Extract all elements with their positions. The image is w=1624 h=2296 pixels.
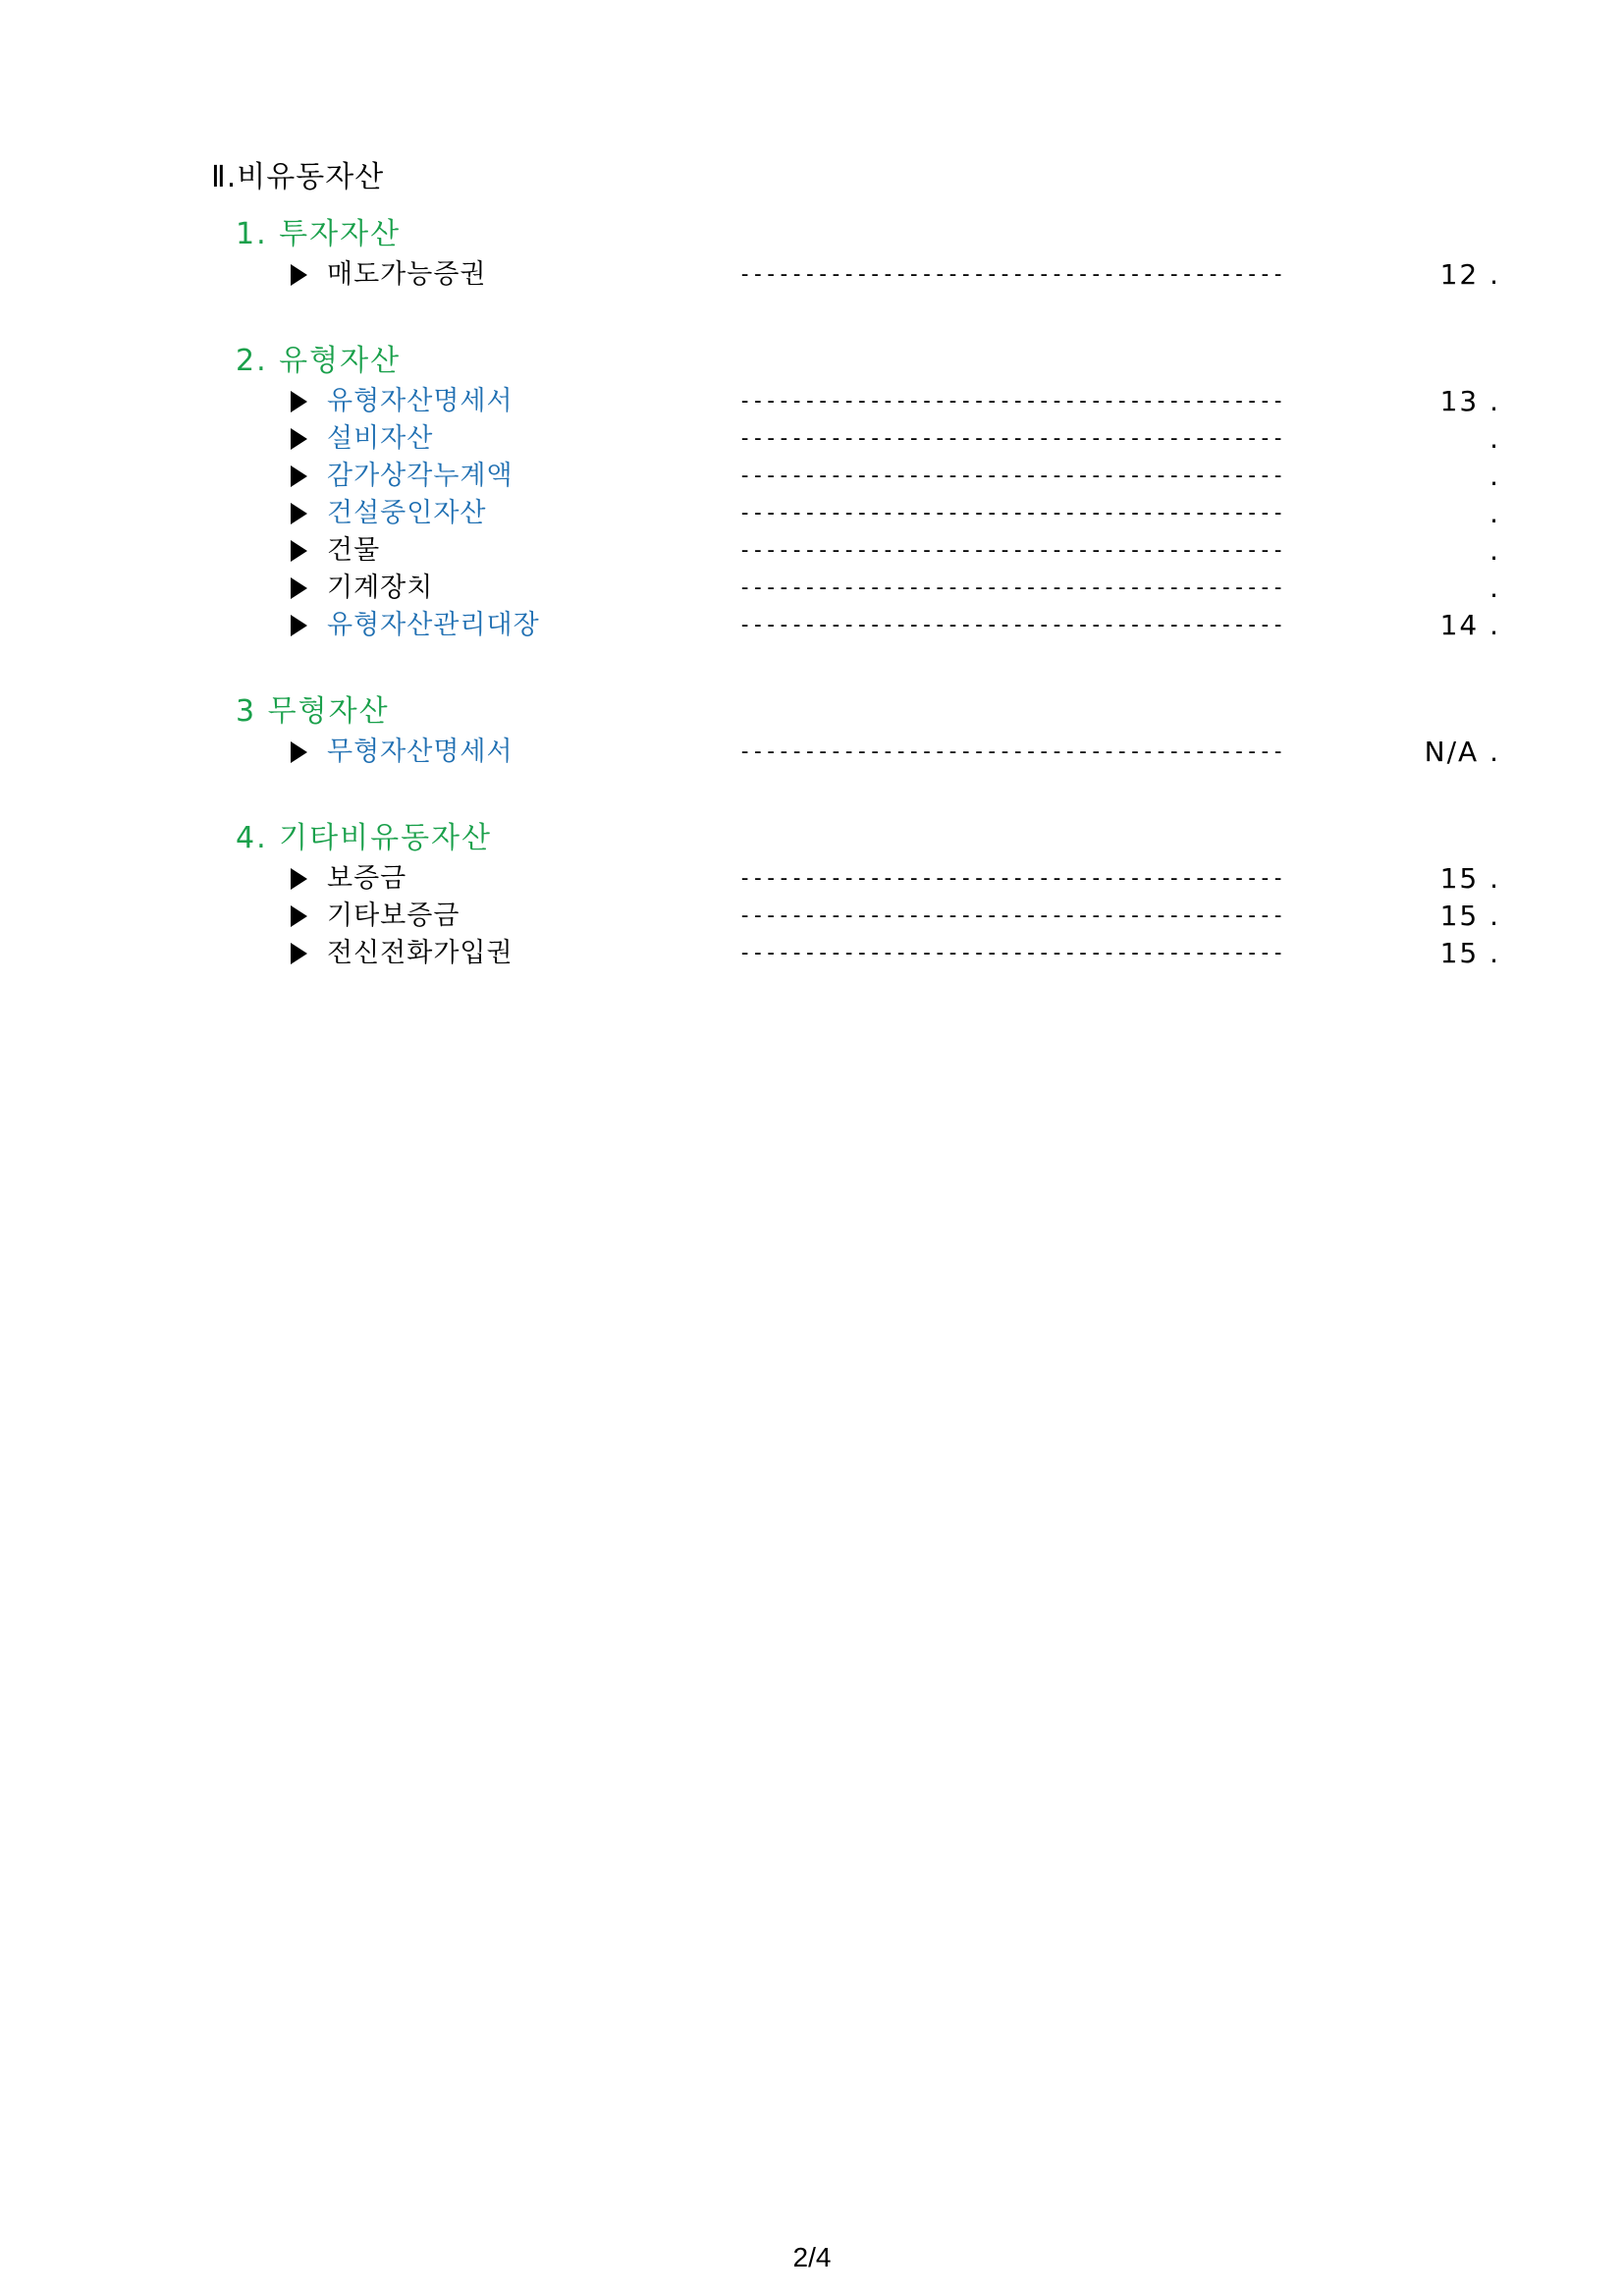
page-ref: . bbox=[1489, 534, 1500, 567]
entry-label: 매도가능증권 bbox=[327, 259, 487, 290]
entry-label: 건설중인자산 bbox=[327, 498, 487, 528]
toc-entry[interactable] bbox=[0, 256, 1624, 294]
leader-dashes: ------------------------------------------ bbox=[738, 613, 1285, 637]
leader-dashes: ------------------------------------------ bbox=[738, 389, 1285, 413]
entry-label: 보증금 bbox=[327, 863, 407, 894]
section-heading: 3 무형자산 bbox=[236, 694, 390, 729]
triangle-right-icon bbox=[291, 428, 307, 450]
page-ref: . bbox=[1489, 422, 1500, 455]
leader-dashes: ------------------------------------------ bbox=[738, 464, 1285, 488]
leader-dashes: ------------------------------------------ bbox=[738, 941, 1285, 965]
entry-label: 감가상각누계액 bbox=[327, 461, 514, 491]
triangle-right-icon bbox=[291, 540, 307, 562]
page-ref: . bbox=[1489, 460, 1500, 492]
triangle-right-icon bbox=[291, 615, 307, 636]
entry-label: 유형자산명세서 bbox=[327, 386, 514, 416]
triangle-right-icon bbox=[291, 391, 307, 412]
leader-dashes: ------------------------------------------ bbox=[738, 739, 1285, 764]
toc-entry[interactable] bbox=[0, 383, 1624, 420]
page-ref: 12 . bbox=[1439, 258, 1500, 291]
triangle-right-icon bbox=[291, 264, 307, 286]
leader-dashes: ------------------------------------------ bbox=[738, 262, 1285, 287]
entry-label: 전신전화가입권 bbox=[327, 938, 514, 968]
leader-dashes: ------------------------------------------ bbox=[738, 903, 1285, 928]
toc-entry[interactable] bbox=[0, 935, 1624, 972]
page-ref: 15 . bbox=[1439, 862, 1500, 895]
entry-label: 건물 bbox=[327, 535, 381, 566]
triangle-right-icon bbox=[291, 465, 307, 487]
toc-entry[interactable] bbox=[0, 495, 1624, 532]
entry-label: 유형자산관리대장 bbox=[327, 610, 540, 640]
page-title: Ⅱ.비유동자산 bbox=[211, 160, 385, 194]
leader-dashes: ------------------------------------------ bbox=[738, 538, 1285, 563]
toc-entry[interactable] bbox=[0, 860, 1624, 898]
page-ref: . bbox=[1489, 497, 1500, 529]
leader-dashes: ------------------------------------------ bbox=[738, 426, 1285, 451]
page-ref: 14 . bbox=[1439, 609, 1500, 641]
toc-entry[interactable] bbox=[0, 420, 1624, 458]
toc-entry[interactable] bbox=[0, 898, 1624, 935]
section-heading: 1. 투자자산 bbox=[236, 217, 402, 251]
triangle-right-icon bbox=[291, 503, 307, 524]
page-ref: N/A . bbox=[1424, 736, 1500, 768]
section-heading: 2. 유형자산 bbox=[236, 344, 402, 378]
toc-entry[interactable] bbox=[0, 607, 1624, 644]
toc-entry[interactable] bbox=[0, 570, 1624, 607]
toc-entry[interactable] bbox=[0, 532, 1624, 570]
toc-entry[interactable] bbox=[0, 734, 1624, 771]
page-number: 2/4 bbox=[792, 2242, 832, 2272]
page-ref: 15 . bbox=[1439, 900, 1500, 932]
section-heading: 4. 기타비유동자산 bbox=[236, 821, 493, 855]
entry-label: 설비자산 bbox=[327, 423, 434, 454]
leader-dashes: ------------------------------------------ bbox=[738, 866, 1285, 891]
leader-dashes: ------------------------------------------ bbox=[738, 501, 1285, 525]
entry-label: 무형자산명세서 bbox=[327, 737, 514, 767]
triangle-right-icon bbox=[291, 868, 307, 890]
triangle-right-icon bbox=[291, 943, 307, 964]
entry-label: 기계장치 bbox=[327, 573, 434, 603]
leader-dashes: ------------------------------------------ bbox=[738, 575, 1285, 600]
entry-label: 기타보증금 bbox=[327, 901, 460, 931]
triangle-right-icon bbox=[291, 577, 307, 599]
triangle-right-icon bbox=[291, 905, 307, 927]
triangle-right-icon bbox=[291, 741, 307, 763]
page-ref: 15 . bbox=[1439, 937, 1500, 969]
toc-entry[interactable] bbox=[0, 458, 1624, 495]
page-ref: . bbox=[1489, 572, 1500, 604]
page-ref: 13 . bbox=[1439, 385, 1500, 417]
